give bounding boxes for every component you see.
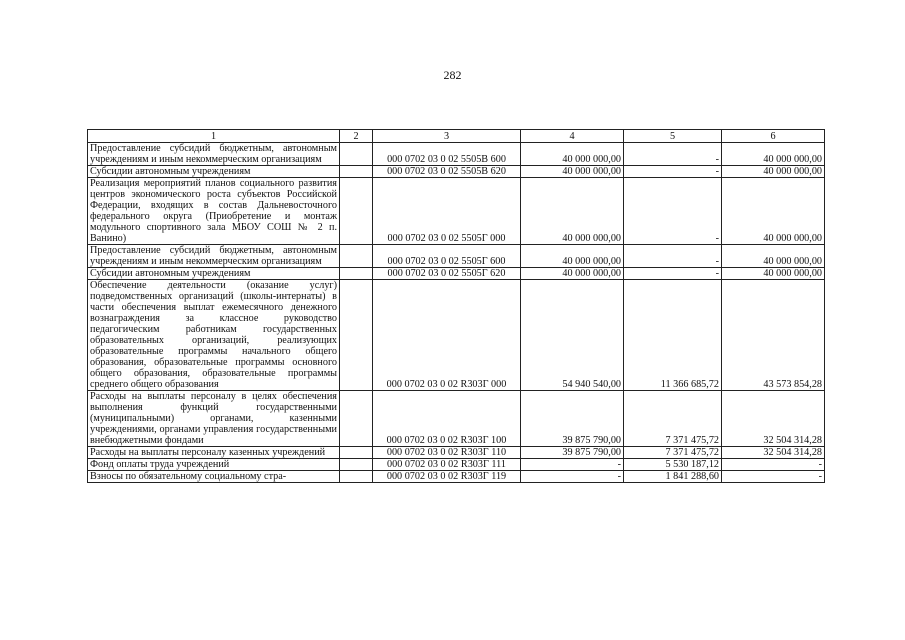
- row-name: Расходы на выплаты персоналу казенных учреждений: [88, 447, 340, 459]
- row-col2: [340, 459, 373, 471]
- row-value-5: -: [624, 178, 722, 245]
- row-value-6: 40 000 000,00: [722, 245, 825, 268]
- row-value-5: -: [624, 268, 722, 280]
- row-value-4: 39 875 790,00: [521, 391, 624, 447]
- row-value-6: 43 573 854,28: [722, 280, 825, 391]
- row-value-5: 7 371 475,72: [624, 447, 722, 459]
- row-col2: [340, 166, 373, 178]
- row-name: Субсидии автономным учреждениям: [88, 166, 340, 178]
- row-value-4: 40 000 000,00: [521, 245, 624, 268]
- table-row: [88, 459, 825, 471]
- row-value-4: 54 940 540,00: [521, 280, 624, 391]
- row-value-5: 11 366 685,72: [624, 280, 722, 391]
- table-row: [88, 178, 825, 245]
- column-header-5: 5: [624, 130, 722, 143]
- row-value-4: 40 000 000,00: [521, 166, 624, 178]
- row-col2: [340, 178, 373, 245]
- row-code: 000 0702 03 0 02 R303Г 110: [373, 447, 521, 459]
- page-number: 282: [443, 68, 462, 82]
- row-code: 000 0702 03 0 02 R303Г 111: [373, 459, 521, 471]
- table-row: [88, 391, 825, 447]
- row-value-4: 40 000 000,00: [521, 143, 624, 166]
- row-col2: [340, 391, 373, 447]
- row-value-5: 5 530 187,12: [624, 459, 722, 471]
- row-col2: [340, 245, 373, 268]
- row-col2: [340, 280, 373, 391]
- row-value-4: -: [521, 471, 624, 483]
- row-value-5: -: [624, 245, 722, 268]
- table-row: [88, 143, 825, 166]
- budget-table: [87, 129, 825, 483]
- row-name: Предоставление субсидий бюджетным, автономным учреждениям и иным некоммерческим организациям: [88, 143, 340, 166]
- column-header-3: 3: [373, 130, 521, 143]
- row-value-6: 40 000 000,00: [722, 143, 825, 166]
- row-code: 000 0702 03 0 02 5505В 620: [373, 166, 521, 178]
- row-name: Фонд оплаты труда учреждений: [88, 459, 340, 471]
- row-code: 000 0702 03 0 02 5505Г 000: [373, 178, 521, 245]
- row-col2: [340, 143, 373, 166]
- row-name: Взносы по обязательному социальному стра-: [88, 471, 340, 483]
- column-header-1: 1: [88, 130, 340, 143]
- row-value-6: 40 000 000,00: [722, 166, 825, 178]
- table-row: [88, 268, 825, 280]
- table-row: [88, 245, 825, 268]
- row-value-6: 40 000 000,00: [722, 178, 825, 245]
- row-value-4: 40 000 000,00: [521, 268, 624, 280]
- row-value-5: -: [624, 166, 722, 178]
- row-code: 000 0702 03 0 02 R303Г 119: [373, 471, 521, 483]
- row-code: 000 0702 03 0 02 5505Г 600: [373, 245, 521, 268]
- row-value-4: 39 875 790,00: [521, 447, 624, 459]
- row-code: 000 0702 03 0 02 R303Г 000: [373, 280, 521, 391]
- row-value-6: 32 504 314,28: [722, 447, 825, 459]
- row-name: Субсидии автономным учреждениям: [88, 268, 340, 280]
- row-value-6: -: [722, 459, 825, 471]
- row-code: 000 0702 03 0 02 5505В 600: [373, 143, 521, 166]
- row-value-5: 7 371 475,72: [624, 391, 722, 447]
- table-row: [88, 166, 825, 178]
- table-row: [88, 280, 825, 391]
- row-col2: [340, 447, 373, 459]
- row-name: Расходы на выплаты персоналу в целях обеспечения выполнения функций государственными (муниципальными) органами, казенными учреждениями, органами управления государственными внебюджетными фондами: [88, 391, 340, 447]
- row-value-6: 40 000 000,00: [722, 268, 825, 280]
- row-col2: [340, 471, 373, 483]
- row-value-5: -: [624, 143, 722, 166]
- column-header-6: 6: [722, 130, 825, 143]
- row-code: 000 0702 03 0 02 R303Г 100: [373, 391, 521, 447]
- row-value-4: -: [521, 459, 624, 471]
- row-value-5: 1 841 288,60: [624, 471, 722, 483]
- column-header-2: 2: [340, 130, 373, 143]
- row-name: Предоставление субсидий бюджетным, автономным учреждениям и иным некоммерческим организациям: [88, 245, 340, 268]
- table-row: [88, 447, 825, 459]
- row-name: Реализация мероприятий планов социального развития центров экономического роста субъектов Российской Федерации, входящих в состав Дальневосточного федерального округа (Приобретение и монтаж модульного спортивного зала МБОУ СОШ № 2 п. Ванино): [88, 178, 340, 245]
- row-value-4: 40 000 000,00: [521, 178, 624, 245]
- table-row: [88, 471, 825, 483]
- row-col2: [340, 268, 373, 280]
- row-value-6: -: [722, 471, 825, 483]
- row-value-6: 32 504 314,28: [722, 391, 825, 447]
- column-header-4: 4: [521, 130, 624, 143]
- table-header-row: [88, 130, 825, 143]
- row-name: Обеспечение деятельности (оказание услуг) подведомственных организаций (школы-интернаты) в части обеспечения выплат ежемесячного денежного вознаграждения за классное руководство педагогическим работникам государственных образовательных организаций, реализующих образовательные программы начального общего образования, образовательные программы основного общего образования, образовательные программы среднего общего образования: [88, 280, 340, 391]
- row-code: 000 0702 03 0 02 5505Г 620: [373, 268, 521, 280]
